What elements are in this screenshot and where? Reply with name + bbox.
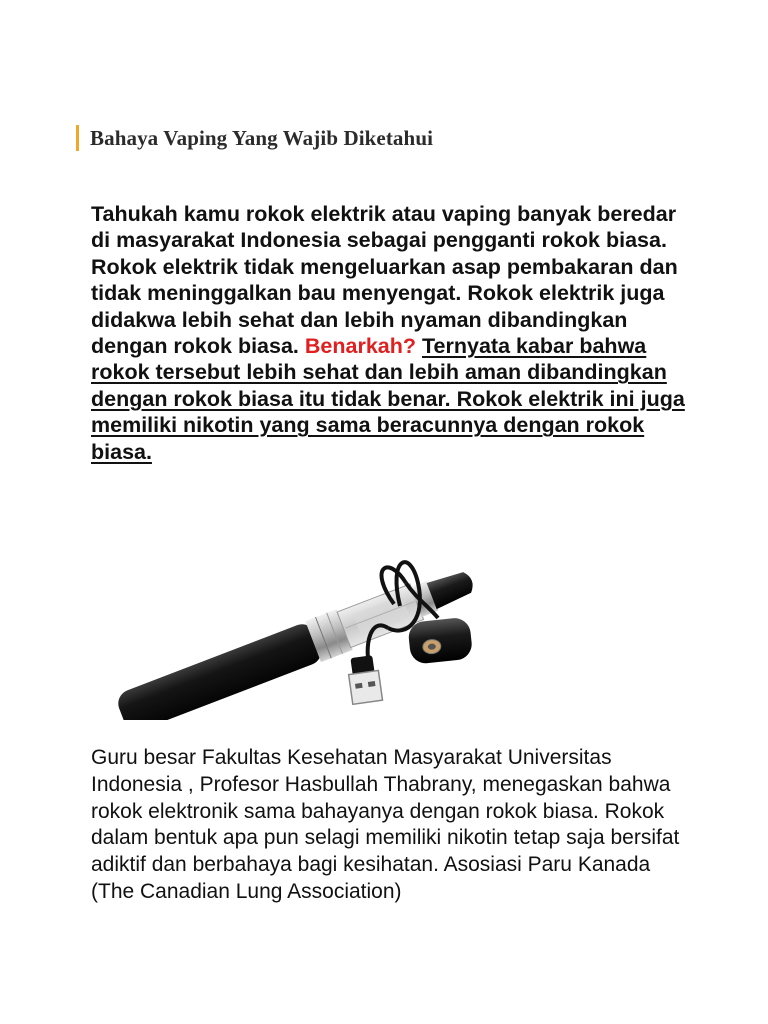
section-heading	[76, 124, 433, 152]
body-paragraph	[91, 745, 691, 906]
intro-text: Tahukah kamu rokok elektrik atau vaping banyak beredar di masyarakat Indonesia sebagai pengganti rokok biasa. Rokok elektrik tidak mengeluarkan asap pembakaran dan tidak meninggalkan bau menyengat. Rokok elektrik juga didakwa lebih sehat dan lebih nyaman dibandingkan dengan rokok biasa.	[91, 202, 678, 359]
body-text: Guru besar Fakultas Kesehatan Masyarakat Universitas Indonesia , Profesor Hasbullah Thabrany, menegaskan bahwa rokok elektronik sama bahayanya dengan rokok biasa. Rokok dalam bentuk apa pun selagi memiliki nikotin tetap saja bersifat adiktif dan berbahaya bagi kesihatan. Asosiasi Paru Kanada (The Canadian Lung Association)	[91, 746, 680, 903]
intro-paragraph	[91, 201, 691, 465]
e-cigarette-image	[88, 488, 488, 720]
heading-title: Bahaya Vaping Yang Wajib Diketahui	[90, 125, 434, 150]
accent-bar	[76, 125, 79, 151]
intro-underlined-text: Ternyata kabar bahwa rokok tersebut lebih sehat dan lebih aman dibandingkan dengan rokok biasa itu tidak benar. Rokok elektrik ini juga memiliki nikotin yang sama beracunnya dengan rokok biasa.	[91, 334, 685, 464]
intro-highlight: Benarkah?	[304, 334, 417, 359]
